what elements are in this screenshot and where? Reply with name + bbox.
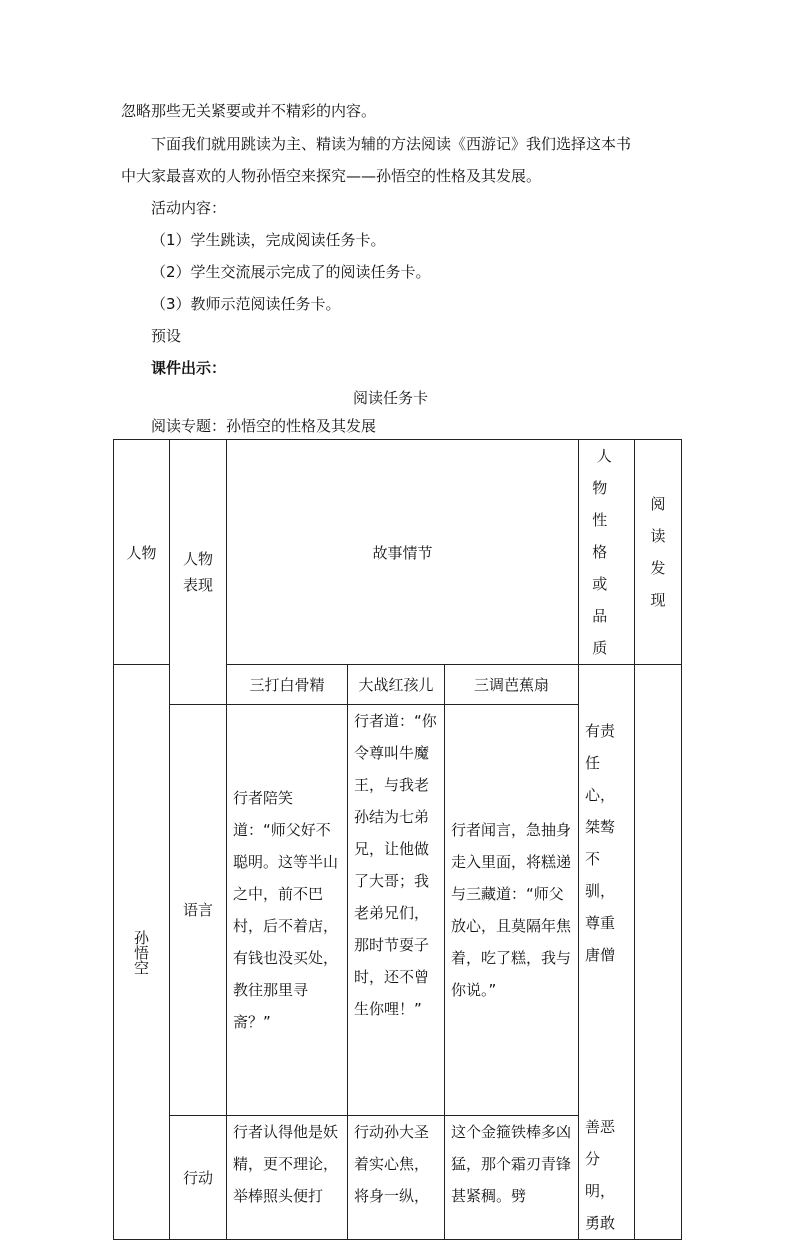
- paragraph-line-1: 忽略那些无关紧要或并不精彩的内容。: [121, 102, 377, 120]
- episode-3: 三调芭蕉扇: [445, 665, 579, 705]
- header-plot: 故事情节: [227, 440, 579, 665]
- activity-title: 活动内容：: [151, 199, 227, 217]
- speech-cell-1: 行者陪笑道：“师父好不聪明。这等半山之中，前不巴村，后不着店，有钱也没买处，教往那里寻斋？”: [227, 704, 348, 1115]
- speech-cell-2: 行者道：“你令尊叫牛魔王，与我老孙结为七弟兄，让他做了大哥；我老弟兄们，那时节耍子时，还不曾生你哩！”: [348, 704, 445, 1115]
- header-personality: 人物性格或品质: [579, 440, 635, 665]
- action-cell-3: 这个金箍铁棒多凶猛，那个霜刃青锋甚紧稠。劈: [445, 1115, 579, 1239]
- card-title: 阅读任务卡: [353, 389, 429, 407]
- header-character: 人物: [114, 440, 170, 665]
- reading-task-card-table: [113, 439, 682, 1240]
- episode-2: 大战红孩儿: [348, 665, 445, 705]
- episode-1: 三打白骨精: [227, 665, 348, 705]
- reading-topic: 阅读专题：孙悟空的性格及其发展: [151, 417, 377, 435]
- action-cell-1: 行者认得他是妖精，更不理论，举棒照头便打: [227, 1115, 348, 1239]
- character-name: 孙悟空: [114, 665, 170, 1240]
- paragraph-line-3: 中大家最喜欢的人物孙悟空来探究——孙悟空的性格及其发展。: [121, 167, 542, 185]
- personality-speech: 有责任心，桀骜不驯，尊重唐僧: [585, 722, 616, 964]
- header-discovery: 阅读发现: [635, 440, 682, 665]
- paragraph-line-2: 下面我们就用跳读为主、精读为辅的方法阅读《西游记》我们选择这本书: [151, 135, 632, 153]
- personality-action: 善恶分明，勇敢: [585, 1118, 616, 1232]
- row-label-speech: 语言: [170, 704, 227, 1115]
- courseware-label: 课件出示：: [151, 359, 227, 377]
- activity-item-2: （2）学生交流展示完成了的阅读任务卡。: [151, 263, 431, 281]
- speech-cell-3: 行者闻言，急抽身走入里面，将糕递与三藏道：“师父放心，且莫隔年焦着，吃了糕，我与你说。”: [445, 704, 579, 1115]
- preset-label: 预设: [151, 327, 182, 345]
- row-label-action: 行动: [170, 1115, 227, 1239]
- action-cell-2: 行动孙大圣着实心焦，将身一纵，: [348, 1115, 445, 1239]
- header-expression: 人物表现: [170, 440, 227, 705]
- personality-column: [579, 665, 635, 1240]
- activity-item-1: （1）学生跳读，完成阅读任务卡。: [151, 231, 386, 249]
- discovery-cell: [635, 665, 682, 1240]
- activity-item-3: （3）教师示范阅读任务卡。: [151, 295, 341, 313]
